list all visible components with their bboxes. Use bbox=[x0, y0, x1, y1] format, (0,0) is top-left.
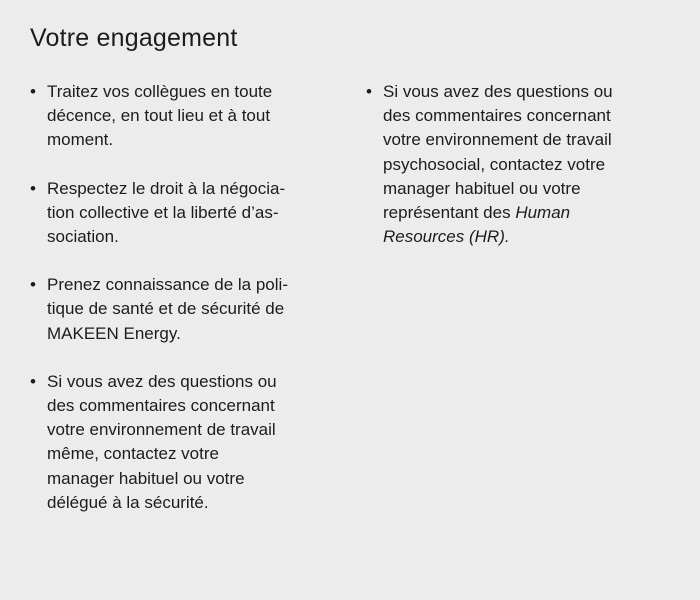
text-line: psychosocial, contactez votre bbox=[383, 154, 606, 174]
text-line: moment. bbox=[47, 130, 114, 150]
list-item bbox=[30, 273, 340, 346]
list-item-text bbox=[47, 370, 340, 515]
text-segment: représentant des bbox=[383, 203, 516, 223]
bullet-icon: • bbox=[30, 178, 36, 198]
list-item-text bbox=[47, 273, 340, 346]
text-line: Si vous avez des questions ou bbox=[383, 82, 613, 101]
text-line: Si vous avez des questions ou bbox=[47, 371, 277, 391]
text-line bbox=[383, 225, 676, 249]
text-line: tion collective et la liberté d’as- bbox=[47, 202, 279, 222]
text-line: délégué à la sécurité. bbox=[47, 492, 209, 512]
list-item-text bbox=[47, 177, 340, 250]
text-line: Prenez connaissance de la poli- bbox=[47, 275, 288, 295]
text-line: manager habituel ou votre bbox=[383, 178, 581, 198]
text-line: Respectez le droit à la négocia- bbox=[47, 178, 286, 198]
list-item bbox=[366, 80, 676, 249]
bullet-icon: • bbox=[30, 371, 36, 391]
text-line: MAKEEN Energy. bbox=[47, 323, 181, 343]
list-item bbox=[30, 80, 340, 153]
hr-emphasis: Resources (HR). bbox=[383, 227, 510, 247]
text-line: des commentaires concernant bbox=[47, 396, 275, 416]
text-line: même, contactez votre bbox=[47, 444, 219, 464]
text-line: des commentaires concernant bbox=[383, 106, 611, 126]
commitment-list-right bbox=[366, 80, 676, 273]
text-line: sociation. bbox=[47, 227, 119, 247]
text-line: votre environnement de travail bbox=[383, 130, 612, 150]
list-item bbox=[30, 177, 340, 250]
text-line: décence, en tout lieu et à tout bbox=[47, 106, 271, 126]
hr-emphasis: Human bbox=[515, 203, 571, 223]
text-line: votre environnement de travail bbox=[47, 420, 276, 440]
list-item-text bbox=[383, 80, 676, 249]
bullet-icon: • bbox=[30, 82, 36, 101]
bullet-icon: • bbox=[30, 275, 36, 295]
text-line bbox=[383, 201, 676, 225]
list-item bbox=[30, 370, 340, 515]
text-line: manager habituel ou votre bbox=[47, 468, 245, 488]
text-line: Traitez vos collègues en toute bbox=[47, 82, 273, 101]
list-item-text bbox=[47, 80, 340, 153]
commitment-list-left bbox=[30, 80, 340, 539]
page-title: Votre engagement bbox=[30, 24, 238, 52]
bullet-icon: • bbox=[366, 82, 372, 101]
text-line: tique de santé et de sécurité de bbox=[47, 299, 285, 319]
